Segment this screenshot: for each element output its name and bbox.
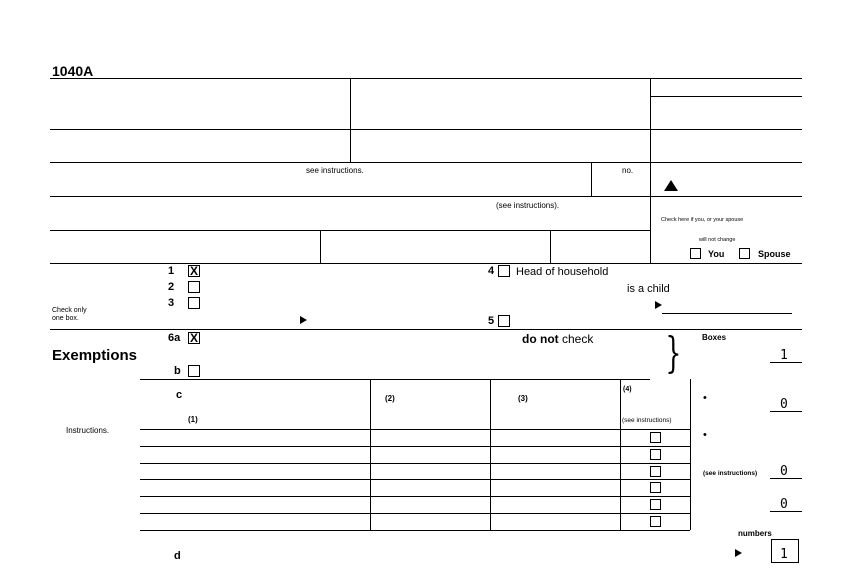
numbers-label: numbers	[738, 529, 772, 538]
dep-col-divider-2	[490, 379, 491, 530]
header-right-rule-1	[650, 96, 802, 97]
dep-row-rule-3	[140, 463, 690, 464]
exemptions-label: Exemptions	[52, 347, 138, 364]
line3-number: 3	[168, 297, 175, 309]
brace-icon: }	[665, 328, 682, 377]
dep6-credit-checkbox[interactable]	[650, 516, 661, 527]
count-lived-with-you[interactable]: 0	[780, 397, 788, 412]
line-b-checkbox[interactable]	[188, 365, 200, 377]
spouse-label: Spouse	[758, 249, 791, 259]
header-rule-2	[50, 129, 802, 130]
count-did-not-live[interactable]: 0	[780, 464, 788, 479]
instructions-text: Instructions.	[66, 426, 110, 435]
count-other-dependents-line	[770, 511, 802, 512]
dep-row-rule-2	[140, 446, 690, 447]
arrow-right-icon-3	[735, 549, 742, 557]
dep2-credit-checkbox[interactable]	[650, 449, 661, 460]
header-divider-a	[350, 78, 351, 163]
line4-checkbox[interactable]	[498, 265, 510, 277]
count-6a-6b[interactable]: 1	[780, 348, 788, 363]
line2-number: 2	[168, 281, 175, 293]
line3-checkbox[interactable]	[188, 297, 200, 309]
dep-row-rule-6	[140, 513, 690, 514]
exemptions-top-rule	[50, 329, 802, 330]
apt-divider	[591, 162, 592, 196]
child-name-line[interactable]	[662, 313, 792, 314]
one-box-text: one box.	[52, 315, 79, 322]
line6a-number: 6a	[168, 332, 181, 344]
foreign-divider-a	[320, 230, 321, 263]
header-right-rule-4	[650, 196, 802, 197]
dep-col-divider-4	[690, 379, 691, 530]
line-c-number: c	[176, 389, 183, 401]
dep-col-divider-1	[370, 379, 371, 530]
line-d-number: d	[174, 550, 181, 562]
triangle-up-icon	[664, 180, 678, 191]
dep-row-rule-1	[140, 429, 690, 430]
header-rule-4	[50, 196, 650, 197]
head-of-household-label: Head of household	[516, 266, 609, 278]
count-6a-6b-line	[770, 362, 802, 363]
do-not-check-text	[522, 333, 593, 345]
check-here-text: Check here if you, or your spouse	[661, 217, 744, 223]
dep-row-rule-5	[140, 496, 690, 497]
you-checkbox[interactable]	[690, 248, 701, 259]
check-only-text: Check only	[52, 307, 87, 314]
total-exemptions-value: 1	[780, 547, 788, 562]
spouse-checkbox[interactable]	[739, 248, 750, 259]
dep-row-rule-4	[140, 479, 690, 480]
line1-number: 1	[168, 265, 175, 277]
apt-no-label: no.	[622, 166, 634, 175]
dep3-credit-checkbox[interactable]	[650, 466, 661, 477]
col4-subheader: (see instructions)	[622, 417, 672, 424]
count-lived-with-you-line	[770, 411, 802, 412]
header-divider-right	[650, 78, 651, 263]
dep-row-rule-7	[140, 530, 690, 531]
line1-checkbox[interactable]: X	[189, 264, 198, 278]
count-other-dependents[interactable]: 0	[780, 497, 788, 512]
line2-checkbox[interactable]	[188, 281, 200, 293]
bullet-icon-2: •	[703, 429, 707, 441]
form-title: 1040A	[52, 63, 94, 79]
col3-header: (3)	[518, 394, 528, 403]
line5-checkbox[interactable]	[498, 315, 510, 327]
col4-header: (4)	[623, 386, 632, 393]
you-label: You	[708, 249, 725, 259]
col2-header: (2)	[385, 394, 395, 403]
col1-header: (1)	[188, 415, 198, 424]
boxes-label: Boxes	[702, 333, 727, 342]
dep-col-divider-3	[620, 379, 621, 530]
dependents-top-rule	[140, 379, 650, 380]
dep1-credit-checkbox[interactable]	[650, 432, 661, 443]
foreign-divider-b	[550, 230, 551, 263]
will-not-change-text: will not change	[699, 237, 736, 243]
check-text: check	[562, 332, 594, 346]
count-did-not-live-line	[770, 478, 802, 479]
header-rule-3	[50, 162, 802, 163]
dep4-credit-checkbox[interactable]	[650, 482, 661, 493]
line6a-checkbox[interactable]: X	[189, 331, 198, 345]
filing-status-top-rule	[50, 263, 802, 264]
arrow-right-icon-2	[655, 301, 662, 309]
header-rule-5	[50, 230, 650, 231]
line5-number: 5	[488, 315, 495, 327]
arrow-right-icon	[300, 316, 307, 324]
dep5-credit-checkbox[interactable]	[650, 499, 661, 510]
bullet-icon-1: •	[703, 392, 707, 404]
line-b-number: b	[174, 365, 181, 377]
see-instructions-text: see instructions.	[306, 166, 364, 175]
see-instructions-right-text: (see instructions)	[703, 470, 758, 477]
see-instructions-paren-text: (see instructions).	[496, 201, 560, 210]
do-not-text: do not	[522, 332, 559, 346]
header-top-rule	[50, 78, 802, 79]
is-a-child-text: is a child	[627, 283, 670, 295]
line4-number: 4	[488, 265, 495, 277]
